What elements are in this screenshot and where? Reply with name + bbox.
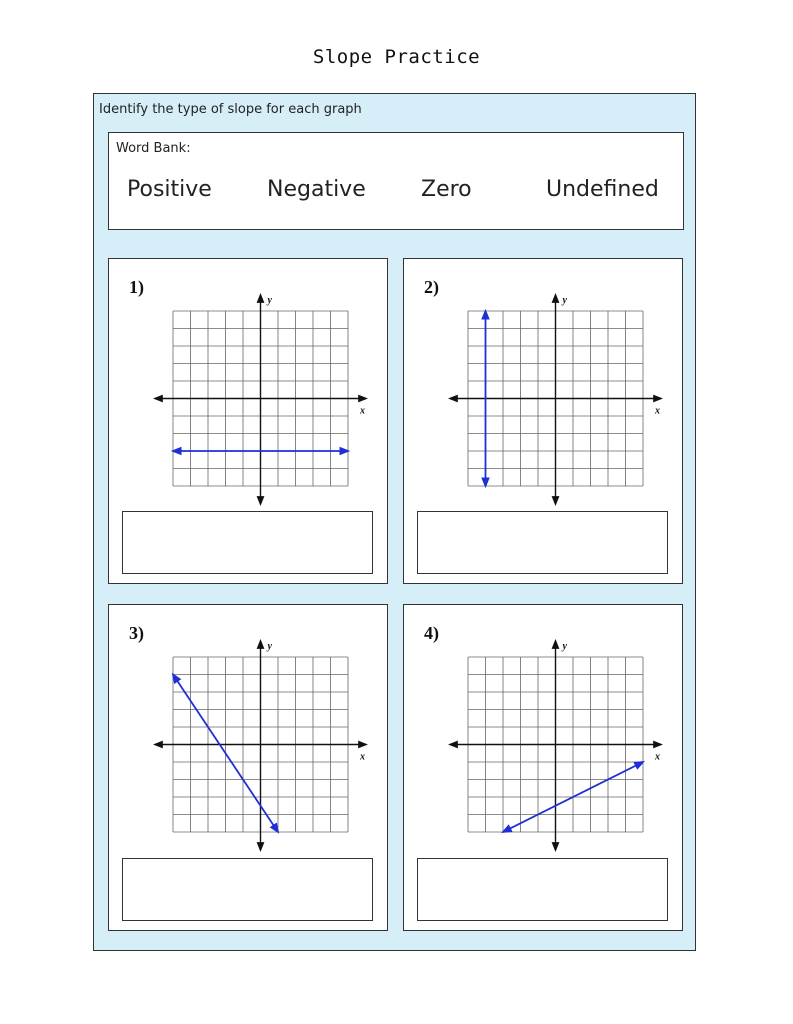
instructions: Identify the type of slope for each graph	[99, 102, 362, 117]
word-bank	[108, 132, 684, 230]
page-title: Slope Practice	[312, 46, 481, 68]
word-bank-title: Word Bank:	[116, 141, 191, 156]
coordinate-graph	[109, 259, 386, 509]
x-axis-label: x	[655, 751, 660, 763]
x-axis-label: x	[360, 405, 365, 417]
problem-4-card	[403, 604, 683, 931]
coordinate-graph	[404, 259, 681, 509]
word-bank-words	[109, 177, 683, 207]
word-negative: Negative	[267, 177, 366, 202]
answer-box[interactable]	[417, 511, 668, 574]
problem-2-card	[403, 258, 683, 584]
problem-1-card	[108, 258, 388, 584]
problem-number: 4)	[424, 623, 439, 643]
word-zero: Zero	[421, 177, 472, 202]
x-axis-label: x	[360, 751, 365, 763]
y-axis-label: y	[562, 295, 567, 306]
worksheet	[93, 93, 696, 951]
y-axis-label: y	[267, 295, 272, 306]
answer-box[interactable]	[122, 511, 373, 574]
y-axis-label: y	[562, 641, 567, 652]
x-axis-label: x	[655, 405, 660, 417]
y-axis-label: y	[267, 641, 272, 652]
word-positive: Positive	[127, 177, 212, 202]
problem-3-card	[108, 604, 388, 931]
problem-number: 3)	[129, 623, 144, 643]
problem-number: 2)	[424, 277, 439, 297]
coordinate-graph	[109, 605, 386, 855]
answer-box[interactable]	[417, 858, 668, 921]
word-undefined: Undefined	[546, 177, 659, 202]
answer-box[interactable]	[122, 858, 373, 921]
coordinate-graph	[404, 605, 681, 855]
problem-number: 1)	[129, 277, 144, 297]
